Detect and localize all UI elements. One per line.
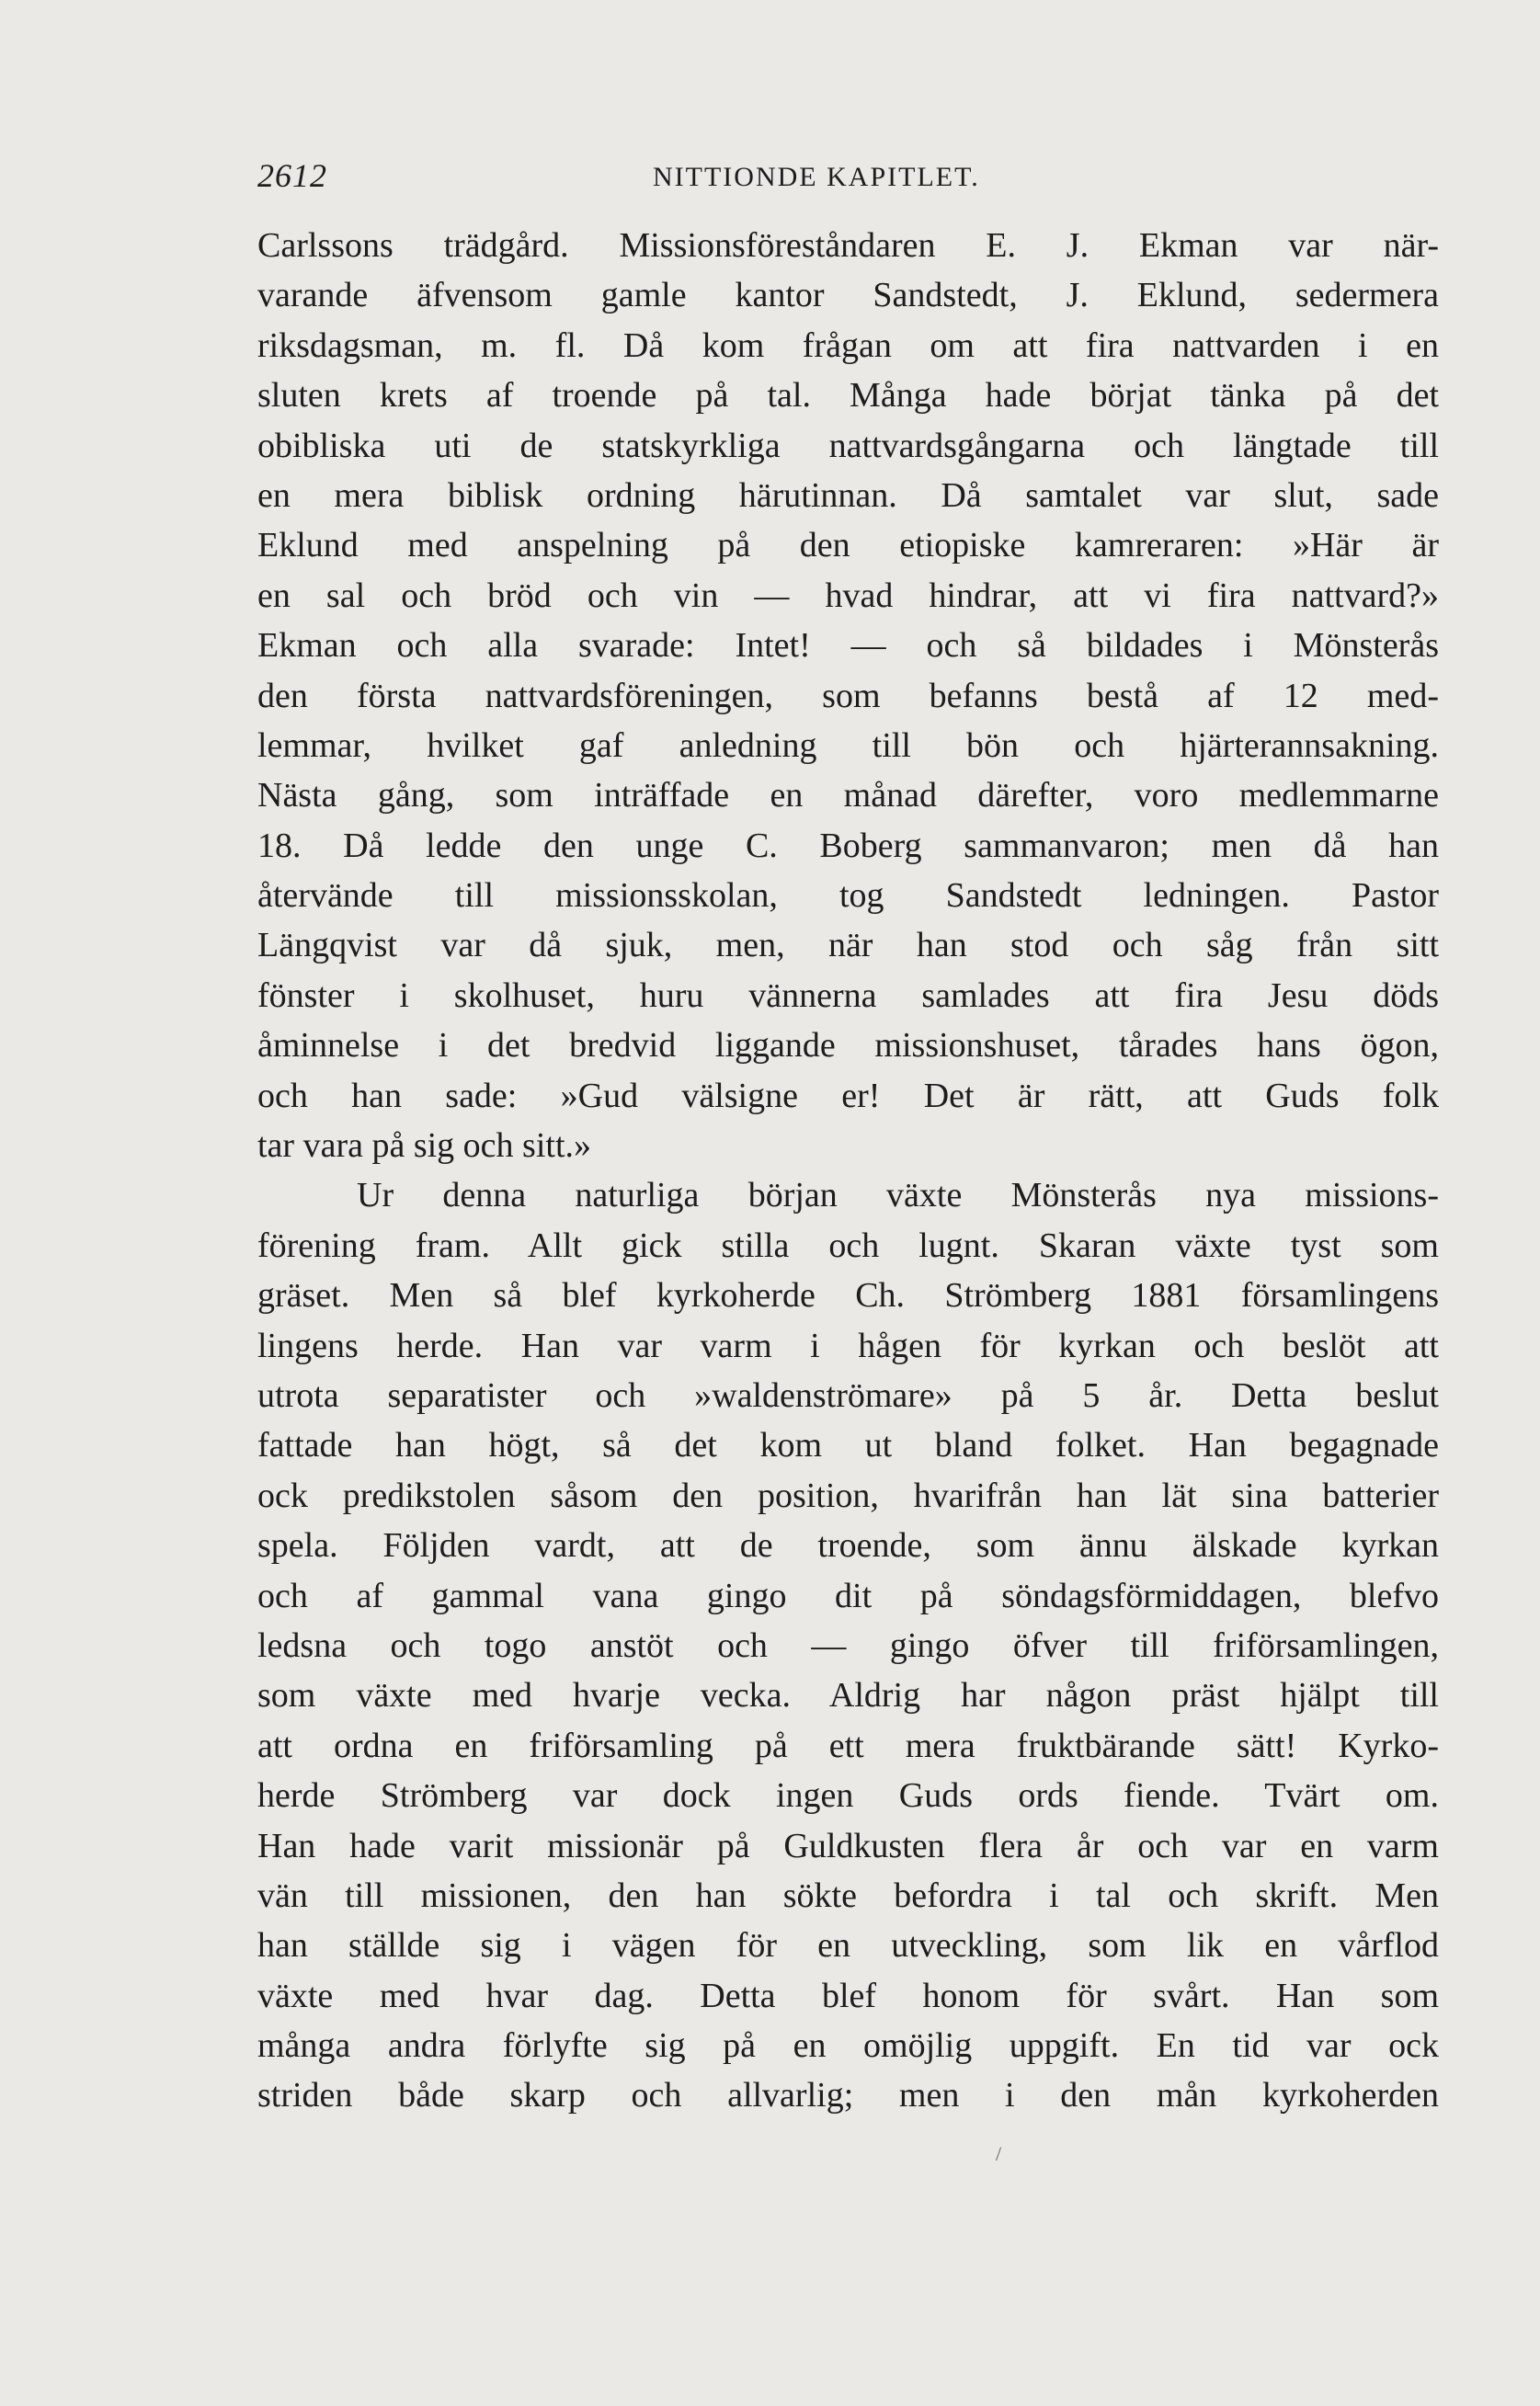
text-line: utrota separatister och »waldenströmare» på 5 år. Detta beslut	[257, 1375, 1439, 1415]
text-line: tar vara på sig och sitt.»	[257, 1126, 592, 1166]
text-line: en sal och bröd och vin — hvad hindrar, att vi fira nattvard?»	[257, 576, 1439, 615]
text-line: fönster i skolhuset, huru vännerna samlades att fira Jesu döds	[257, 975, 1439, 1015]
stray-print-mark: /	[996, 2142, 1002, 2165]
text-line: återvände till missionsskolan, tog Sandstedt ledningen. Pastor	[257, 876, 1439, 916]
text-line: 18. Då ledde den unge C. Boberg sammanvaron; men då han	[257, 826, 1439, 865]
text-line: den första nattvardsföreningen, som befanns bestå af 12 med-	[257, 676, 1439, 715]
text-line: vän till missionen, den han sökte befordra i tal och skrift. Men	[257, 1876, 1439, 1915]
text-line: lemmar, hvilket gaf anledning till bön och hjärterannsakning.	[257, 725, 1439, 765]
text-line: sluten krets af troende på tal. Många hade börjat tänka på det	[257, 376, 1439, 416]
text-line: Eklund med anspelning på den etiopiske kamreraren: »Här är	[257, 526, 1439, 565]
text-line: många andra förlyfte sig på en omöjlig uppgift. En tid var ock	[257, 2026, 1439, 2066]
text-line: spela. Följden vardt, att de troende, som ännu älskade kyrkan	[257, 1526, 1439, 1566]
text-line: en mera biblisk ordning härutinnan. Då samtalet var slut, sade	[257, 475, 1439, 515]
text-line: Carlssons trädgård. Missionsföreståndaren E. J. Ekman var när-	[257, 226, 1439, 265]
body-text	[257, 221, 1439, 2121]
text-line: förening fram. Allt gick stilla och lugnt. Skaran växte tyst som	[257, 1226, 1439, 1265]
text-line: han ställde sig i vägen för en utveckling, som lik en vårflod	[257, 1926, 1439, 1966]
text-line: gräset. Men så blef kyrkoherde Ch. Strömberg 1881 församlingens	[257, 1276, 1439, 1316]
running-head: NITTIONDE KAPITLET.	[653, 162, 980, 192]
text-line: obibliska uti de statskyrkliga nattvardsgångarna och längtade till	[257, 426, 1439, 465]
text-line: herde Strömberg var dock ingen Guds ords fiende. Tvärt om.	[257, 1776, 1439, 1816]
text-line: striden både skarp och allvarlig; men i den mån kyrkoherden	[257, 2076, 1439, 2115]
text-line: och af gammal vana gingo dit på söndagsförmiddagen, blefvo	[257, 1576, 1439, 1615]
page-number: 2612	[257, 157, 327, 194]
text-line: växte med hvar dag. Detta blef honom för svårt. Han som	[257, 1976, 1439, 2015]
text-line: Ekman och alla svarade: Intet! — och så bildades i Mönsterås	[257, 626, 1439, 666]
text-line: att ordna en friförsamling på ett mera fruktbärande sätt! Kyrko-	[257, 1726, 1439, 1765]
text-line: ledsna och togo anstöt och — gingo öfver till friförsamlingen,	[257, 1625, 1439, 1665]
text-line: varande äfvensom gamle kantor Sandstedt, J. Eklund, sedermera	[257, 276, 1439, 315]
text-line: ock predikstolen såsom den position, hvarifrån han lät sina batterier	[257, 1476, 1439, 1515]
text-line: lingens herde. Han var varm i hågen för kyrkan och beslöt att	[257, 1326, 1439, 1365]
text-line: åminnelse i det bredvid liggande missionshuset, tårades hans ögon,	[257, 1026, 1439, 1066]
text-line: riksdagsman, m. fl. Då kom frågan om att fira nattvarden i en	[257, 325, 1439, 365]
text-line: Nästa gång, som inträffade en månad därefter, voro medlemmarne	[257, 776, 1439, 815]
text-line: Han hade varit missionär på Guldkusten flera år och var en varm	[257, 1826, 1439, 1865]
text-line: Längqvist var då sjuk, men, när han stod och såg från sitt	[257, 926, 1439, 965]
text-line: som växte med hvarje vecka. Aldrig har någon präst hjälpt till	[257, 1676, 1439, 1716]
text-line: fattade han högt, så det kom ut bland folket. Han begagnade	[257, 1426, 1439, 1465]
page-header	[257, 156, 1439, 202]
text-line: Ur denna naturliga början växte Mönsterås nya missions-	[357, 1176, 1439, 1215]
text-line: och han sade: »Gud välsigne er! Det är rätt, att Guds folk	[257, 1076, 1439, 1115]
